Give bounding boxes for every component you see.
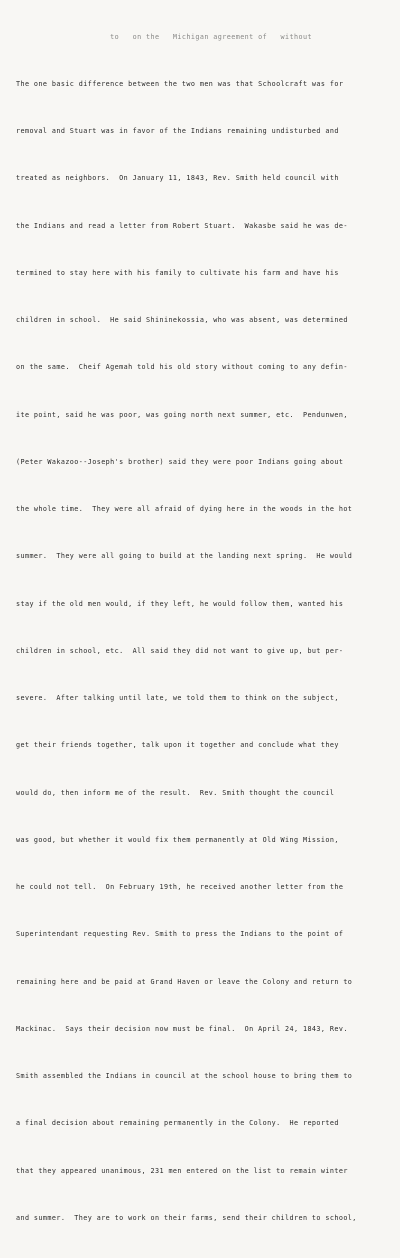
text-line: termined to stay here with his family to cultivate his farm and have his <box>16 268 339 277</box>
typescript-text <box>16 0 396 1258</box>
text-line: that they appeared unanimous, 231 men entered on the list to remain winter <box>16 1166 348 1175</box>
text-line: and summer. They are to work on their farms, send their children to school, <box>16 1213 357 1222</box>
text-line: summer. They were all going to build at the landing next spring. He would <box>16 552 353 561</box>
text-line: (Peter Wakazoo--Joseph's brother) said they were poor Indians going about <box>16 457 344 466</box>
text-line: he could not tell. On February 19th, he received another letter from the <box>16 883 344 891</box>
text-line: children in school. He said Shininekossia, who was absent, was determined <box>16 316 348 324</box>
text-line: would do, then inform me of the result. Rev. Smith thought the council <box>16 788 335 797</box>
text-line: removal and Stuart was in favor of the Indians remaining undisturbed and <box>16 127 339 135</box>
text-line: was good, but whether it would fix them permanently at Old Wing Mission, <box>16 835 339 844</box>
text-line: get their friends together, talk upon it together and conclude what they <box>16 741 339 750</box>
text-line: treated as neighbors. On January 11, 1843, Rev. Smith held council with <box>16 174 339 183</box>
text-line: Smith assembled the Indians in council at the school house to bring them to <box>16 1072 353 1080</box>
text-line: children in school, etc. All said they did not want to give up, but per- <box>16 646 344 655</box>
text-line: The one basic difference between the two men was that Schoolcraft was for <box>16 79 344 88</box>
text-line: Mackinac. Says their decision now must be final. On April 24, 1843, Rev. <box>16 1024 348 1033</box>
text-line: severe. After talking until late, we told them to think on the subject, <box>16 694 339 702</box>
text-line: remaining here and be paid at Grand Haven or leave the Colony and return to <box>16 977 353 986</box>
text-line: the Indians and read a letter from Robert Stuart. Wakasbe said he was de- <box>16 221 348 230</box>
text-line: ite point, said he was poor, was going north next summer, etc. Pendunwen, <box>16 410 348 419</box>
text-line: on the same. Cheif Agemah told his old story without coming to any defin- <box>16 363 348 372</box>
text-line: a final decision about remaining permanently in the Colony. He reported <box>16 1119 339 1128</box>
text-line: the whole time. They were all afraid of dying here in the woods in the hot <box>16 505 353 513</box>
text-line: to on the Michigan agreement of without <box>16 32 321 41</box>
text-line: Superintendant requesting Rev. Smith to press the Indians to the point of <box>16 930 344 939</box>
text-line: stay if the old men would, if they left, he would follow them, wanted his <box>16 599 344 608</box>
